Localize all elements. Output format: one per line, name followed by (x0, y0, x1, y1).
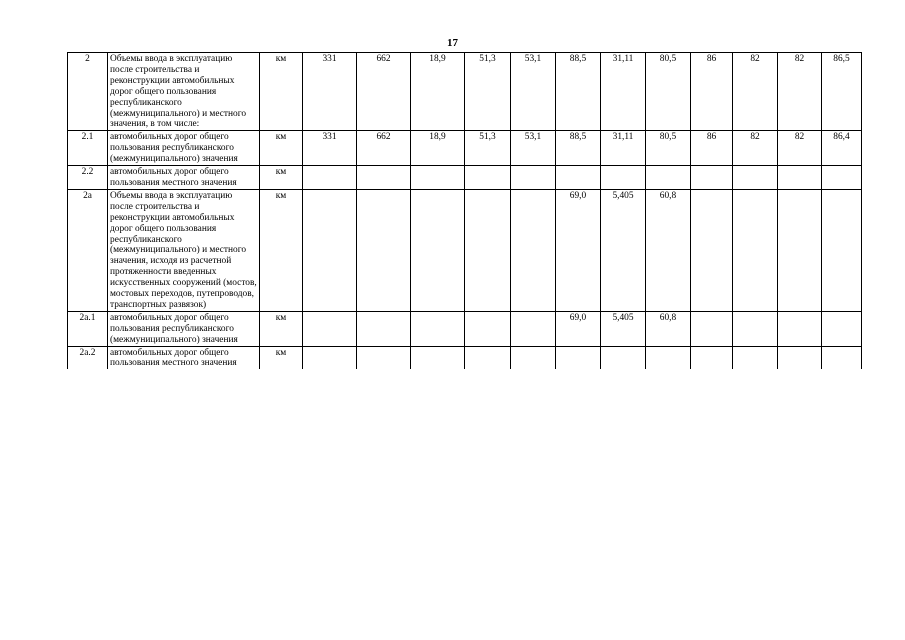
value-cell: 82 (733, 131, 778, 166)
value-cell (357, 311, 411, 346)
value-cell (822, 311, 862, 346)
value-cell (822, 166, 862, 190)
table-row (68, 53, 862, 131)
table-row (68, 189, 862, 311)
value-cell (465, 189, 511, 311)
indicator-name-cell: автомобильных дорог общего пользования республиканского (межмуниципального) значения (108, 131, 260, 166)
value-cell (778, 189, 822, 311)
value-cell: 53,1 (511, 131, 556, 166)
row-number-cell: 2.2 (68, 166, 108, 190)
value-cell (733, 311, 778, 346)
value-cell (411, 311, 465, 346)
value-cell (691, 166, 733, 190)
value-cell: 5,405 (601, 189, 646, 311)
table-row (68, 166, 862, 190)
table-row (68, 131, 862, 166)
value-cell (556, 166, 601, 190)
value-cell: 80,5 (646, 53, 691, 131)
value-cell (511, 189, 556, 311)
value-cell (733, 166, 778, 190)
value-cell: 53,1 (511, 53, 556, 131)
row-number-cell: 2 (68, 53, 108, 131)
row-number-cell: 2а.2 (68, 346, 108, 369)
value-cell (691, 189, 733, 311)
value-cell (357, 166, 411, 190)
value-cell (733, 189, 778, 311)
value-cell (411, 346, 465, 369)
value-cell (303, 346, 357, 369)
value-cell: 18,9 (411, 53, 465, 131)
row-number-cell: 2.1 (68, 131, 108, 166)
value-cell (778, 166, 822, 190)
value-cell (646, 346, 691, 369)
value-cell: 82 (778, 53, 822, 131)
value-cell: 31,11 (601, 131, 646, 166)
value-cell (303, 189, 357, 311)
table-row (68, 311, 862, 346)
unit-cell: км (260, 53, 303, 131)
value-cell: 80,5 (646, 131, 691, 166)
indicator-name-cell: Объемы ввода в эксплуатацию после строительства и реконструкции автомобильных дорог общего пользования республиканского (межмуниципального) и местного значения, исходя из расчетной протяженности введенных искусственных сооружений (мостов, мостовых переходов, путепроводов, транспортных развязок) (108, 189, 260, 311)
indicators-table (67, 52, 862, 369)
value-cell: 662 (357, 131, 411, 166)
value-cell: 82 (733, 53, 778, 131)
value-cell (411, 189, 465, 311)
value-cell (511, 346, 556, 369)
value-cell (822, 346, 862, 369)
value-cell (357, 189, 411, 311)
table-row (68, 346, 862, 369)
value-cell (778, 346, 822, 369)
value-cell: 86 (691, 53, 733, 131)
unit-cell: км (260, 346, 303, 369)
value-cell (646, 166, 691, 190)
unit-cell: км (260, 166, 303, 190)
value-cell (357, 346, 411, 369)
table-body (68, 53, 862, 370)
value-cell: 51,3 (465, 131, 511, 166)
value-cell: 88,5 (556, 131, 601, 166)
value-cell: 82 (778, 131, 822, 166)
value-cell (691, 311, 733, 346)
value-cell: 60,8 (646, 311, 691, 346)
indicator-name-cell: автомобильных дорог общего пользования местного значения (108, 346, 260, 369)
page-number: 17 (447, 37, 458, 49)
row-number-cell: 2а.1 (68, 311, 108, 346)
value-cell (601, 346, 646, 369)
value-cell: 86,4 (822, 131, 862, 166)
value-cell (303, 311, 357, 346)
value-cell: 5,405 (601, 311, 646, 346)
value-cell (511, 166, 556, 190)
indicator-name-cell: Объемы ввода в эксплуатацию после строительства и реконструкции автомобильных дорог общего пользования республиканского (межмуниципального) и местного значения, в том числе: (108, 53, 260, 131)
row-number-cell: 2а (68, 189, 108, 311)
value-cell (511, 311, 556, 346)
value-cell (691, 346, 733, 369)
value-cell: 60,8 (646, 189, 691, 311)
value-cell: 88,5 (556, 53, 601, 131)
value-cell (733, 346, 778, 369)
value-cell: 331 (303, 131, 357, 166)
value-cell: 86,5 (822, 53, 862, 131)
indicator-name-cell: автомобильных дорог общего пользования местного значения (108, 166, 260, 190)
value-cell (411, 166, 465, 190)
value-cell: 662 (357, 53, 411, 131)
value-cell (601, 166, 646, 190)
value-cell (465, 346, 511, 369)
value-cell (778, 311, 822, 346)
value-cell: 69,0 (556, 311, 601, 346)
value-cell: 51,3 (465, 53, 511, 131)
value-cell: 86 (691, 131, 733, 166)
unit-cell: км (260, 311, 303, 346)
value-cell: 331 (303, 53, 357, 131)
value-cell (822, 189, 862, 311)
value-cell (465, 166, 511, 190)
unit-cell: км (260, 131, 303, 166)
value-cell: 31,11 (601, 53, 646, 131)
value-cell (465, 311, 511, 346)
unit-cell: км (260, 189, 303, 311)
indicator-name-cell: автомобильных дорог общего пользования республиканского (межмуниципального) значения (108, 311, 260, 346)
value-cell (303, 166, 357, 190)
value-cell: 69,0 (556, 189, 601, 311)
value-cell: 18,9 (411, 131, 465, 166)
value-cell (556, 346, 601, 369)
